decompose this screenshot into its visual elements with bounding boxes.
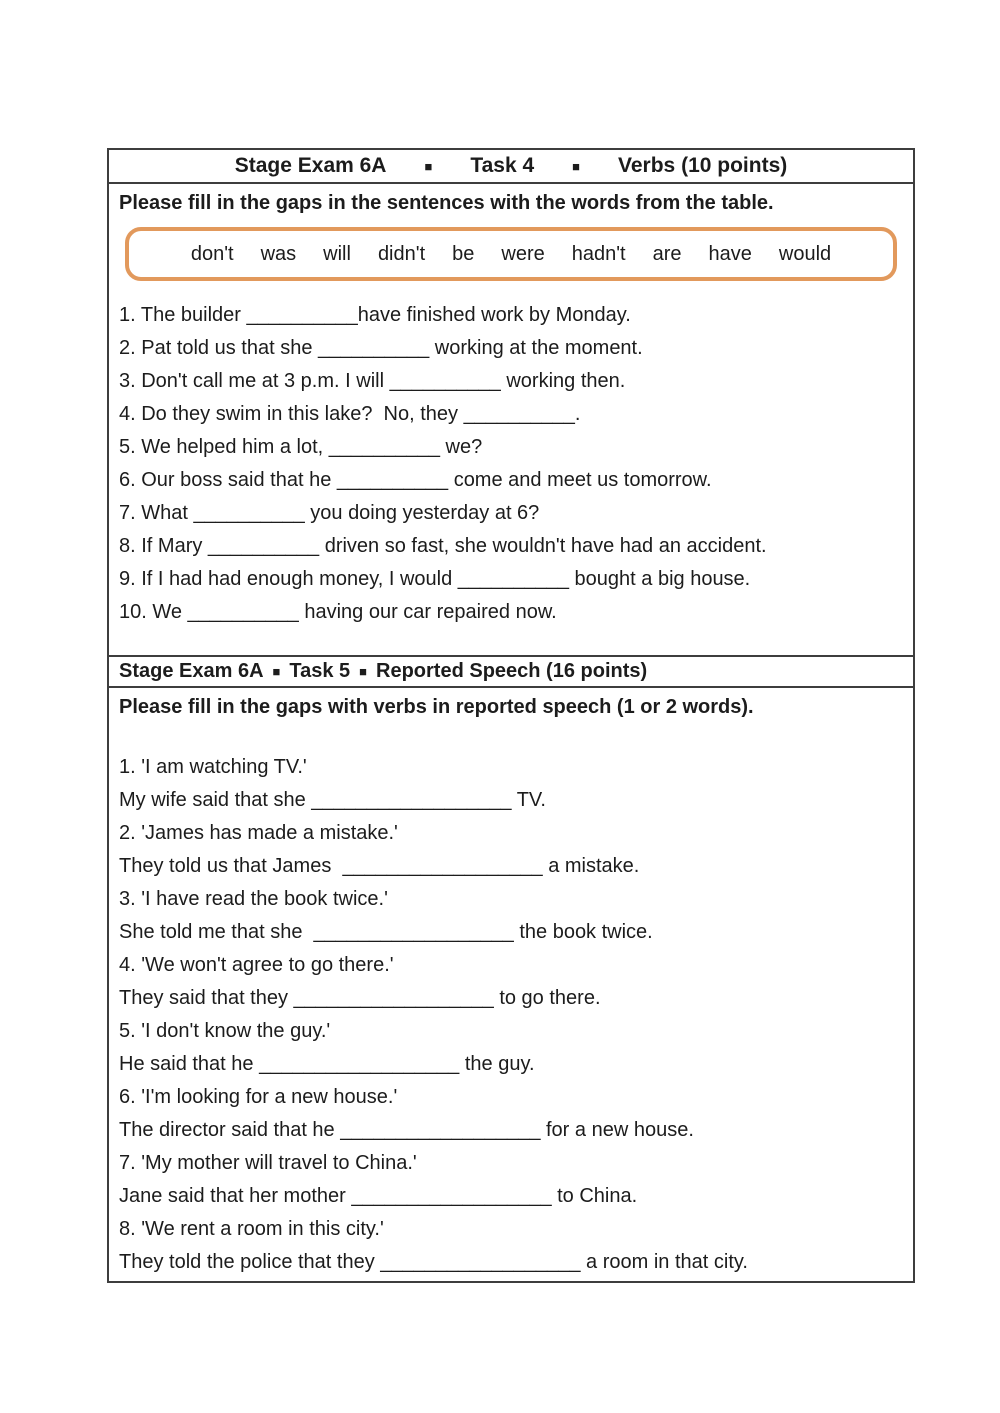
reported-speech-line: 8. 'We rent a room in this city.' (119, 1218, 384, 1240)
reported-speech-line: He said that he __________________ the guy. (119, 1053, 535, 1075)
separator-square-icon: ■ (359, 664, 368, 679)
sentence-line: 7. What __________ you doing yesterday at 6? (119, 502, 540, 524)
reported-speech-line: 4. 'We won't agree to go there.' (119, 954, 394, 976)
sentence-line: 1. The builder __________have finished work by Monday. (119, 304, 631, 326)
task4-header-title: Stage Exam 6A (234, 154, 387, 177)
word-bank-item: was (260, 242, 297, 265)
word-bank-item: didn't (377, 242, 426, 265)
word-bank-item: be (452, 242, 475, 265)
task4-header-row (107, 148, 915, 184)
sentence-line: 5. We helped him a lot, __________ we? (119, 436, 483, 458)
reported-speech-line: Jane said that her mother __________________ to China. (119, 1185, 638, 1207)
task5-header-row (107, 657, 915, 688)
exam-sheet (107, 148, 915, 1283)
reported-speech-line: 6. 'I'm looking for a new house.' (119, 1086, 398, 1108)
sentence-line: 8. If Mary __________ driven so fast, she wouldn't have had an accident. (119, 535, 767, 557)
sentence-line: 3. Don't call me at 3 p.m. I will __________ working then. (119, 370, 626, 392)
reported-speech-line: 2. 'James has made a mistake.' (119, 822, 398, 844)
task5-header-points: Reported Speech (16 points) (376, 660, 648, 682)
separator-square-icon: ■ (272, 664, 281, 679)
sentence-line: 6. Our boss said that he __________ come and meet us tomorrow. (119, 469, 712, 491)
task5-header-title: Stage Exam 6A (119, 660, 264, 682)
separator-square-icon: ■ (572, 158, 581, 174)
word-bank-item: will (323, 242, 351, 265)
sentence-line: 9. If I had had enough money, I would __________ bought a big house. (119, 568, 751, 590)
task4-body-row (107, 184, 915, 657)
reported-speech-line: They told the police that they __________________ a room in that city. (119, 1251, 748, 1273)
reported-speech-line: 7. 'My mother will travel to China.' (119, 1152, 417, 1174)
word-bank-item: would (778, 242, 832, 265)
reported-speech-line: The director said that he __________________ for a new house. (119, 1119, 694, 1141)
word-bank-item: hadn't (571, 242, 626, 265)
word-bank-item: were (501, 242, 545, 265)
task4-instruction: Please fill in the gaps in the sentences with the words from the table. (119, 192, 774, 214)
word-bank-item: don't (190, 242, 234, 265)
task5-lines (119, 751, 901, 1279)
sentence-line: 2. Pat told us that she __________ working at the moment. (119, 337, 643, 359)
sentence-line: 4. Do they swim in this lake? No, they __________. (119, 403, 581, 425)
word-bank (125, 227, 897, 281)
task4-sentences (119, 299, 901, 629)
task5-body-row (107, 688, 915, 1283)
task5-header-task: Task 5 (289, 660, 351, 682)
sentence-line: 10. We __________ having our car repaired now. (119, 601, 557, 623)
word-bank-item: have (708, 242, 752, 265)
task4-header-points: Verbs (10 points) (618, 154, 788, 177)
task4-header-task: Task 4 (470, 154, 535, 177)
reported-speech-line: 3. 'I have read the book twice.' (119, 888, 388, 910)
reported-speech-line: She told me that she __________________ the book twice. (119, 921, 653, 943)
reported-speech-line: 5. 'I don't know the guy.' (119, 1020, 331, 1042)
reported-speech-line: My wife said that she __________________ TV. (119, 789, 546, 811)
task5-instruction: Please fill in the gaps with verbs in reported speech (1 or 2 words). (119, 696, 754, 718)
reported-speech-line: They told us that James __________________ a mistake. (119, 855, 640, 877)
reported-speech-line: 1. 'I am watching TV.' (119, 756, 307, 778)
reported-speech-line: They said that they __________________ to go there. (119, 987, 601, 1009)
word-bank-item: are (652, 242, 682, 265)
separator-square-icon: ■ (424, 158, 433, 174)
